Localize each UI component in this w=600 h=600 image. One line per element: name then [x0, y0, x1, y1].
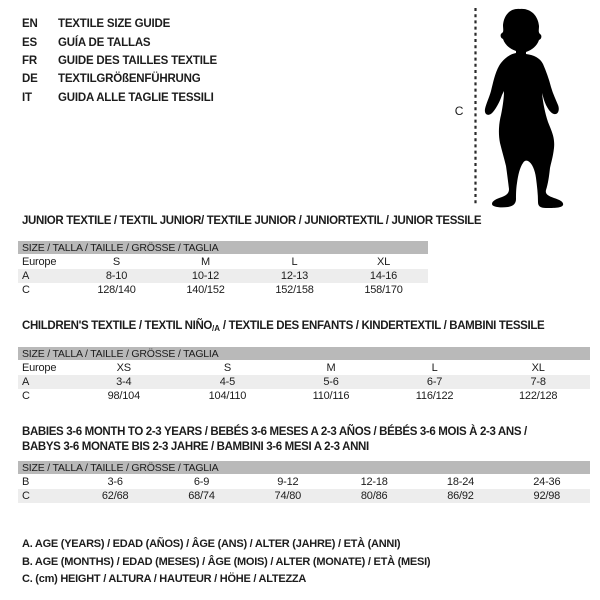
- height-cell: 140/152: [186, 284, 225, 296]
- height-cell: 152/158: [275, 284, 314, 296]
- title-subscript: /A: [212, 324, 221, 333]
- table-row-europe: [18, 361, 590, 375]
- table-row-age: [18, 269, 428, 283]
- age-cell: 24-36: [533, 476, 561, 488]
- size-cell: L: [431, 362, 438, 374]
- height-cell: 104/110: [208, 390, 247, 402]
- row-label: Europe: [22, 362, 57, 374]
- title-line-2: BABYS 3-6 MONATE BIS 2-3 JAHRE / BAMBINI 3-6 MESI A 2-3 ANNI: [22, 440, 369, 453]
- size-header-bar: SIZE / TALLA / TAILLE / GRÖSSE / TAGLIA: [18, 347, 590, 360]
- language-title: GUÍA DE TALLAS: [58, 36, 151, 49]
- row-label: Europe: [22, 256, 57, 268]
- baby-silhouette-icon: [470, 5, 575, 210]
- table-row-europe: [18, 255, 428, 269]
- children-size-table: [18, 347, 590, 403]
- age-cell: 12-13: [280, 270, 309, 282]
- size-cell: XL: [376, 256, 391, 268]
- row-label: C: [22, 490, 30, 502]
- language-row-it: [22, 89, 217, 107]
- junior-size-table: [18, 241, 428, 297]
- height-cell: 86/92: [447, 490, 474, 502]
- title-line-1: BABIES 3-6 MONTH TO 2-3 YEARS / BEBÉS 3-6 MESES A 2-3 AÑOS / BÉBÉS 3-6 MOIS À 2-3 ANS /: [22, 426, 527, 438]
- age-cell: 3-6: [107, 476, 123, 488]
- children-table-title: [22, 319, 544, 337]
- age-cell: 6-7: [426, 376, 443, 388]
- title-text: CHILDREN'S TEXTILE / TEXTIL NIÑO: [22, 320, 213, 332]
- row-label: C: [22, 284, 30, 296]
- title-text: / TEXTILE DES ENFANTS / KINDERTEXTIL / BAMBINI TESSILE: [220, 320, 545, 332]
- height-cell: 128/140: [97, 284, 136, 296]
- babies-size-table: [18, 461, 590, 503]
- height-cell: 122/128: [518, 390, 558, 402]
- language-row-en: [22, 15, 217, 33]
- height-cell: 74/80: [274, 490, 302, 502]
- row-label: C: [22, 390, 30, 402]
- height-cell: 68/74: [188, 490, 215, 502]
- age-cell: 5-6: [323, 376, 339, 388]
- height-cell: 62/68: [101, 490, 129, 502]
- age-cell: 14-16: [369, 270, 398, 282]
- height-cell: 116/122: [415, 390, 454, 402]
- age-cell: 18-24: [446, 476, 475, 488]
- size-cell: XL: [531, 362, 545, 374]
- language-code: ES: [22, 36, 37, 49]
- language-title-list: [22, 15, 217, 107]
- language-row-fr: [22, 52, 217, 70]
- height-cell: 110/116: [312, 390, 350, 402]
- language-row-es: [22, 33, 217, 51]
- table-row-height: [18, 283, 428, 297]
- language-code: FR: [22, 54, 37, 67]
- junior-table-title: JUNIOR TEXTILE / TEXTIL JUNIOR/ TEXTILE JUNIOR / JUNIORTEXTIL / JUNIOR TESSILE: [22, 215, 482, 227]
- height-cell: 158/170: [364, 284, 403, 296]
- language-code: DE: [22, 73, 38, 86]
- language-title: TEXTILE SIZE GUIDE: [58, 18, 171, 31]
- height-cell: 92/98: [533, 490, 561, 502]
- age-cell: 4-5: [219, 376, 236, 388]
- height-cell: 80/86: [360, 490, 388, 502]
- age-cell: 8-10: [105, 270, 128, 282]
- age-cell: 10-12: [191, 270, 220, 282]
- age-cell: 9-12: [277, 476, 299, 488]
- language-title: GUIDA ALLE TAGLIE TESSILI: [58, 91, 214, 104]
- age-cell: 12-18: [360, 476, 388, 488]
- language-code: IT: [22, 91, 32, 104]
- legend-notes: [22, 536, 430, 589]
- language-title: TEXTILGRÖßENFÜHRUNG: [58, 73, 201, 86]
- table-row-age: [18, 375, 590, 389]
- babies-table-title: [22, 425, 527, 454]
- table-row-age-months: [18, 475, 590, 489]
- height-cell: 98/104: [107, 390, 141, 402]
- language-title: GUIDE DES TAILLES TEXTILE: [58, 54, 217, 67]
- size-cell: M: [326, 362, 336, 374]
- legend-note-b: B. AGE (MONTHS) / EDAD (MESES) / ÂGE (MOIS) / ALTER (MONATE) / ETÀ (MESI): [22, 555, 431, 568]
- size-cell: M: [201, 256, 210, 268]
- size-cell: XS: [116, 362, 131, 374]
- row-label: A: [22, 270, 30, 282]
- language-row-de: [22, 70, 217, 88]
- age-cell: 7-8: [530, 376, 546, 388]
- size-header-bar: SIZE / TALLA / TAILLE / GRÖSSE / TAGLIA: [18, 461, 590, 474]
- size-cell: S: [112, 256, 121, 268]
- legend-note-a: A. AGE (YEARS) / EDAD (AÑOS) / ÂGE (ANS) / ALTER (JAHRE) / ETÀ (ANNI): [22, 538, 401, 550]
- language-code: EN: [22, 18, 38, 31]
- size-cell: S: [223, 362, 231, 374]
- table-row-height: [18, 389, 590, 403]
- height-measure-label: C: [454, 104, 464, 118]
- age-cell: 6-9: [193, 476, 210, 488]
- legend-note-c: C. (cm) HEIGHT / ALTURA / HAUTEUR / HÖHE / ALTEZZA: [22, 573, 307, 586]
- baby-silhouette: [485, 9, 563, 208]
- table-row-height: [18, 489, 590, 503]
- size-header-bar: SIZE / TALLA / TAILLE / GRÖSSE / TAGLIA: [18, 241, 428, 254]
- row-label: A: [22, 376, 30, 388]
- age-cell: 3-4: [116, 376, 132, 388]
- size-cell: L: [291, 256, 298, 268]
- row-label: B: [22, 476, 30, 488]
